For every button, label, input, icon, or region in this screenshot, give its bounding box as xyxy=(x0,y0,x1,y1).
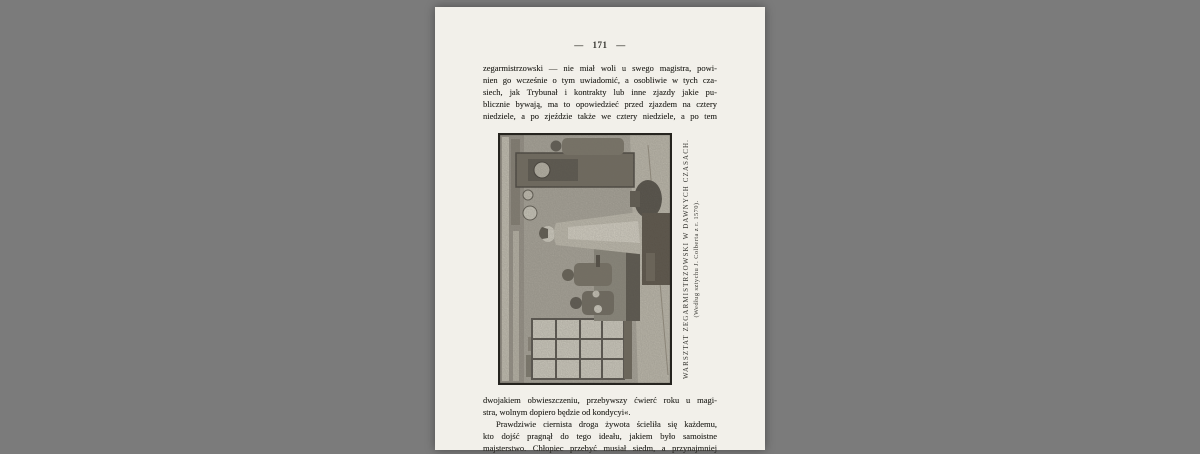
text-line: stra, wolnym dopiero będzie od kondycyi«. xyxy=(483,407,631,417)
rotated-figure xyxy=(498,133,672,385)
text-line: blicznie bywają, ma to opowiedzieć przed zjazdem na cztery xyxy=(483,99,717,109)
text-line: nien go wcześnie o tym uwiadomić, a osobliwie w tych cza- xyxy=(483,75,717,85)
paragraph-bottom xyxy=(483,394,717,454)
text-line: Prawdziwie ciernista droga żywota ścieliła się każdemu, xyxy=(496,419,717,429)
text-line: siech, jak Trybunał i kontrakty lub inne zjazdy jakie pu- xyxy=(483,87,717,97)
page-number: — 171 — xyxy=(574,40,626,50)
paragraph-top xyxy=(483,62,717,122)
text-line: niedziele, a po zjeździe także we cztery niedziele, a po tem xyxy=(483,111,717,121)
text-line: majsterstwo. Chłopiec przebyć musiał siedm, a przynajmniej xyxy=(483,443,717,453)
workshop-engraving-illustration xyxy=(498,133,672,385)
scanned-book-page xyxy=(435,7,765,453)
text-line: kto dojść pragnął do tego ideału, jakiem było samoistne xyxy=(483,431,717,441)
text-line: zegarmistrzowski — nie miał woli u swego magistra, powi- xyxy=(483,63,717,73)
figure-caption-source: (Według sztychu J. Colberta z r. 1570). xyxy=(693,200,700,318)
rotated-caption xyxy=(681,133,715,385)
figure-caption-title: WARSZTAT ZEGARMISTRZOWSKI W DAWNYCH CZASACH. xyxy=(682,139,690,379)
text-line: dwojakiem obwieszczeniu, przebywszy ćwierć roku u magi- xyxy=(483,395,717,405)
